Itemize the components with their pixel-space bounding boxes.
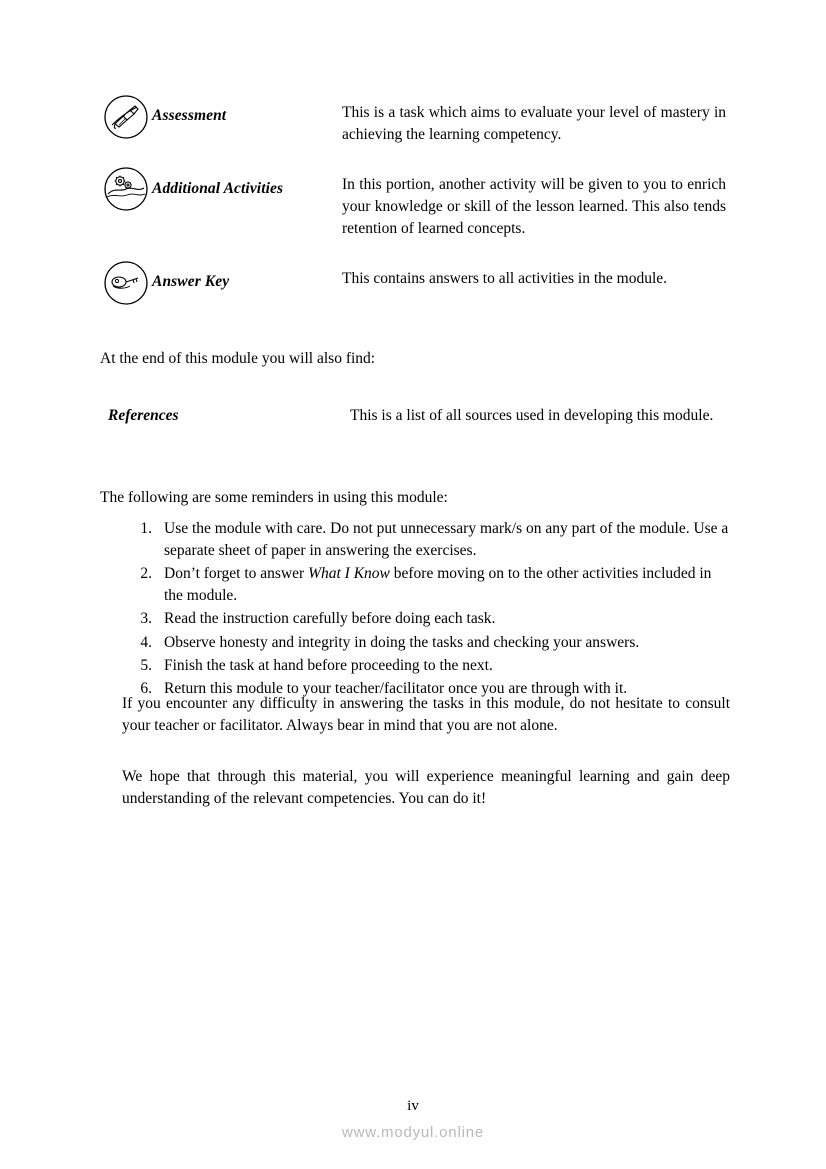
references-row bbox=[100, 405, 726, 427]
closing-paragraph-1: If you encounter any difficulty in answering the tasks in this module, do not hesitate to consult your teacher or facilitator. Always bear in mind that you are not alone. bbox=[122, 695, 730, 734]
list-item bbox=[122, 632, 730, 654]
reminders-intro: The following are some reminders in using this module: bbox=[100, 489, 448, 506]
list-item-text: Read the instruction carefully before doing each task. bbox=[164, 610, 496, 628]
list-item-text: Finish the task at hand before proceeding to the next. bbox=[164, 657, 493, 675]
legend-label: Additional Activities bbox=[152, 180, 284, 197]
list-item bbox=[122, 563, 730, 607]
hand-writing-icon bbox=[100, 92, 152, 140]
legend-label: Answer Key bbox=[152, 273, 230, 290]
list-item-number: 5. bbox=[140, 657, 152, 675]
legend-description: This contains answers to all activities in the module. bbox=[342, 270, 668, 287]
list-item-text: Use the module with care. Do not put unnecessary mark/s on any part of the module. Use a separate sheet of paper in answering the exercises. bbox=[164, 520, 729, 559]
references-description: This is a list of all sources used in developing this module. bbox=[350, 407, 714, 424]
list-item-number: 4. bbox=[140, 633, 152, 651]
list-item-number: 2. bbox=[140, 565, 152, 583]
legend-row bbox=[100, 258, 726, 306]
legend-label: Assessment bbox=[152, 107, 227, 124]
closing-paragraph-2: We hope that through this material, you will experience meaningful learning and gain deep understanding of the relevant competencies. You can do it! bbox=[122, 768, 730, 807]
legend-row bbox=[100, 92, 726, 146]
module-icon-legend bbox=[100, 92, 726, 324]
list-item-number: 6. bbox=[140, 680, 152, 698]
references-label: References bbox=[108, 407, 179, 424]
legend-row bbox=[100, 164, 726, 240]
page-number: iv bbox=[407, 1098, 419, 1114]
legend-description: In this portion, another activity will be given to you to enrich your knowledge or skill of the lesson learned. This also tends retention of learned concepts. bbox=[342, 176, 726, 237]
list-item bbox=[122, 655, 730, 677]
key-icon bbox=[100, 258, 152, 306]
watermark: www.modyul.online bbox=[342, 1124, 484, 1141]
list-item-text: Observe honesty and integrity in doing the tasks and checking your answers. bbox=[164, 633, 640, 651]
legend-description: This is a task which aims to evaluate your level of mastery in achieving the learning competency. bbox=[342, 104, 726, 143]
reminders-list bbox=[122, 518, 730, 702]
list-item-number: 1. bbox=[140, 520, 152, 537]
list-item bbox=[122, 518, 730, 562]
end-of-module-lead-line: At the end of this module you will also find: bbox=[100, 350, 376, 367]
list-item-text: Return this module to your teacher/facilitator once you are through with it. bbox=[164, 680, 628, 698]
list-item bbox=[122, 608, 730, 630]
list-item-number: 3. bbox=[140, 610, 152, 628]
gears-landscape-icon bbox=[100, 164, 152, 212]
list-item-text: Don’t forget to answer What I Know before moving on to the other activities included in the module. bbox=[164, 565, 712, 605]
